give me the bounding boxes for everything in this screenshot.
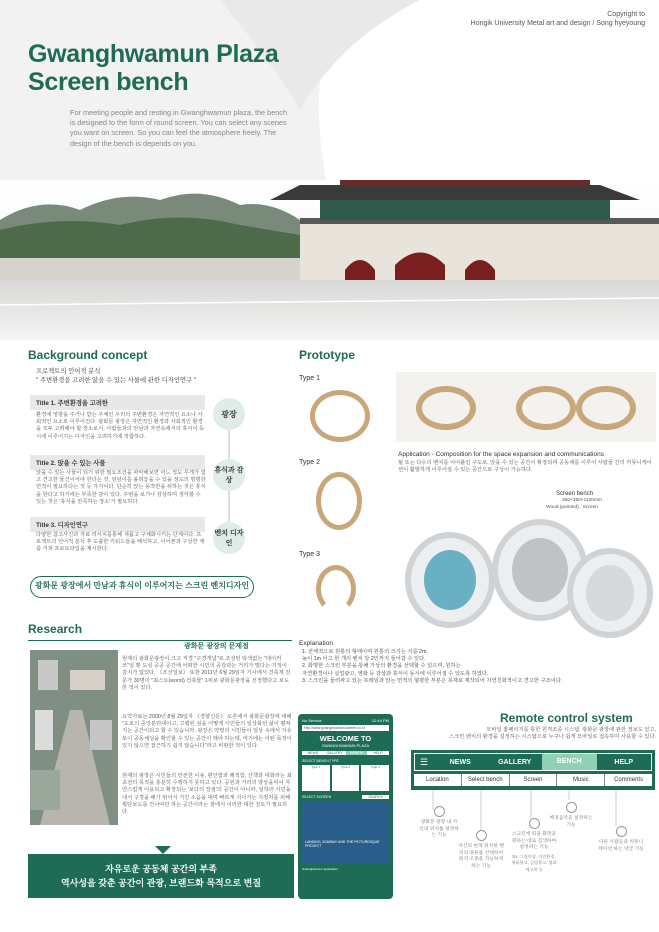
prototype-heading: Prototype: [299, 348, 356, 362]
menu-icon[interactable]: ☰: [419, 756, 429, 767]
type3-label: Type 3: [299, 551, 321, 558]
remote-subnav: [414, 774, 652, 786]
explanation-item: 1. 전체적으로 원통의 형태이며 원통의 크기는 지름 2m,: [302, 649, 428, 655]
research-subheading: 광화문 광장의 문제점: [184, 643, 249, 650]
subnav-screen[interactable]: Screen: [510, 774, 558, 786]
remote-tab-bar: [414, 753, 652, 771]
remote-tab-gallery[interactable]: GALLERY: [498, 758, 532, 766]
phone-welcome-line2: GWANGHWAMUN PLAZA: [321, 743, 370, 748]
feature-comments-text: 다른 사람들과 커뮤니케이션 하는 댓글 기능: [598, 840, 644, 852]
title3-body: 다양한 참고사진과 자료 리서치를통해 새롭고 구체화시키는 단계이다. 프로젝트의 언어적 분석 후 도출한 키워드들을 해석하고, 이어폰과 구상한 계를 거쳐 프로토타입을 제시한다.: [36, 532, 205, 553]
phone-tab-help[interactable]: HELP: [373, 751, 383, 755]
hero-photo-gwanghwamun: [0, 180, 659, 340]
phone-screen-label: SELECT SCREEN: [302, 795, 332, 799]
explanation-item: 자연환경이나 실업광고, 영화 등 감상과 휴식이 동시에 이루어질 수 있도록 하였다.: [302, 670, 489, 677]
background-slogan: 광화문 광장에서 만남과 휴식이 이루어지는 스크린 벤치디자인: [30, 576, 254, 598]
phone-status-bar: [302, 718, 389, 723]
screen-icon: [529, 818, 540, 829]
phone-type-row: [302, 765, 389, 791]
intro-text: For meeting people and resting in Gwanghwamun plaza, the bench is designed to the form of round screen. You can select any scenes you want on screen. So you can feel the atmosphere freely. The design of the bench is depends on you.: [70, 108, 288, 148]
phone-type-card[interactable]: Type 3: [361, 765, 389, 791]
type2-bench-render: [316, 472, 362, 530]
feature-screen-text: 스크린에 띄울 화면을 원하는 대로 검색하여 설정하는 기능: [511, 832, 557, 850]
research-banner: [28, 854, 294, 898]
title-line1: Gwanghwamun Plaza: [28, 40, 279, 68]
screen-dims: 350×350×1100mm: [562, 498, 602, 503]
feature-select-bench: [458, 830, 504, 870]
phone-search-button[interactable]: SEARCH: [362, 795, 389, 799]
header-swoosh: [0, 0, 659, 200]
page-title: [28, 40, 279, 96]
research-aerial-photo: [30, 650, 118, 825]
research-rule: [28, 640, 292, 641]
research-para3: 현재의 광장은 시민들의 안전한 이용, 편안함과 쾌적함, 산책과 대화라는 최초전의 목적을 충분히 수행하지 못하고 있다. 공원과 거리의 양상을띠어 자연스럽게 이용되고 확장되는 '보다의 장점'의 공간이 아니라, 일하러 시민을 내서 구경을 해가 튀어서 거친 소음을 대며 빠르게 지나가는 지정처를 피해 횡단보도를 건너야만 하는 공간이라는 점에서 이러한 대한 검토가 필요하다.: [122, 773, 292, 816]
phone-mockup: [298, 714, 393, 899]
title1-body: 환경에 영향을 주거나 받는 주체인 우리의 주변환경은 자연적인 요소나 사회적인 요소로 이루어진다. 광화문 광장은 자연적인 환경과 사회적인 환경을 모두 고려해야 할 장소로서, 사람들과의 만남과 자연속에서의 휴식이 동시에 이루어지는 디자인을 고려하기에 적합하다.: [36, 412, 205, 440]
feature-comments: [598, 826, 644, 853]
title2-body: 앉을 수 있는 사물이 되기 위한 필요조건을 파악해보면 어느 정도 무게가 없고 견고한 물건이어야 한다는 것, 엉덩이를 올려놓을 수 있을 정도의 평평한 면적이 필요하다는 것 등 가지이다. 단순히 앉는 동작만을 위하는 것은 휴식을 한다고 하기에는 부족한 감이 있다. 주변을 보거나 감상하며 생각할 수 있는 것은 '휴식을 만족하는 장소'가 필요하다.: [36, 470, 206, 505]
explanation-item: 3. 스크린을 둘러싸고 있는 프레임과 앉는 면적의 형평한 부분은 목재로 제작되어 자연친화적이고 견고한 구조이다.: [302, 677, 563, 684]
application-body: 될 또는 다수의 벤치를 이어붙인 구도로, 앉을 수 있는 공간이 확장되며 공동체를 이루어 사람들 간의 커뮤니케이션이 활발하게 이루어질 수 있는 공간으로 구성이 가능하다.: [398, 460, 652, 474]
phone-status-left: No Service: [302, 718, 322, 723]
remote-tab-help[interactable]: HELP: [614, 758, 634, 766]
feature-music: [548, 802, 594, 829]
feature-location-text: 광화문 광장 내 자신의 위치를 설정하는 기능: [419, 820, 459, 838]
circle-bench: 벤치 디자인: [213, 522, 245, 554]
circle-plaza: 광장: [213, 398, 245, 430]
phone-status-time: 12:44 PM: [371, 718, 389, 723]
screen-label: Screen bench: [556, 491, 594, 497]
remote-nav: [411, 750, 655, 790]
background-heading: Background concept: [28, 348, 148, 362]
background-note1: 프로젝트의 언어적 분석: [36, 368, 101, 375]
feature-location: [419, 806, 459, 840]
research-para1: 현재의 광화문광장이 크고 직경 "구경개념"로 조성된 탁색없는 "테이커쓰"일 뿐 도심 공공 공간에 어떠한 시민의 공감과는 거리가 멀다는 지적이 감지가 없었다. 《조선일보》 또한 2011년 6월 29일자 기사에서 건축계 전문가 30명이 "최스토(worst) 건축물" 1위로 광화문광장을 선정했다고 보도한 적이 있다.: [122, 656, 291, 691]
feature-screen-note: Ex. 그림이점, 자연환경, 영화광고, 실업광고, 영화 예고편 등: [511, 853, 557, 872]
type1-bench-render: [310, 390, 370, 442]
banner-arrow-icon: [155, 846, 171, 854]
music-icon: [566, 802, 577, 813]
research-para2: 요약자료는 2000년 8월 29일자 《경향신문》 토론에서 광화문광장에 대해 "도로의 중앙분리대이고, 고립된 섬을 어떻게 시민들의 일상화된 삶이 펼쳐지는 공간이되고 할 수 있습니까. 광장은 약령의 시민들이 일상 속에서 자유로이 공동체성을 확인할 수 있는 공간이 돼야 하는데, 여기에는 어떤 목적이 있지 않으면 접근하기 쉽지 않습니다"라고 비판한 적이 있다.: [122, 714, 292, 749]
subnav-select-bench[interactable]: Select bench: [462, 774, 510, 786]
background-note2: " 주변환경을 고려한 앉을 수 있는 사물에 관한 디자인연구 ": [36, 377, 197, 384]
remote-heading: Remote control system: [500, 711, 633, 725]
phone-screen-row: [302, 795, 389, 799]
application-title: Application - Composition for the space expansion and communications: [398, 451, 604, 458]
copyright-line2: Hongik University Metal art and design / Song hyeyoung: [470, 20, 645, 27]
phone-welcome: [302, 734, 389, 748]
phone-footer: Gwanghwamun application: [302, 867, 339, 871]
screen-bench-render: [390, 515, 655, 640]
type3-bench-render: [316, 565, 356, 613]
phone-welcome-line1: WELCOME TO: [319, 734, 372, 743]
phone-screen-image[interactable]: LANDING, BOMBAY AND THE PICTURESQUE PROJECT: [302, 802, 389, 864]
phone-type-card[interactable]: Type 2: [332, 765, 360, 791]
research-heading: Research: [28, 622, 83, 636]
subnav-location[interactable]: Location: [414, 774, 462, 786]
explanation-item: 2. 화명한 스크린 부분을 통해 가상의 환경을 선택할 수 있으며, 원하는: [302, 663, 461, 670]
remote-desc: [408, 727, 656, 741]
phone-tab-bench[interactable]: BENCH: [346, 751, 368, 755]
banner-line1: 자유로운 공동체 공간의 부족: [105, 864, 217, 874]
title2-bar: Title 2. 앉을 수 있는 사물: [30, 455, 205, 470]
phone-tab-gallery[interactable]: GALLERY: [326, 751, 343, 755]
remote-tab-bench[interactable]: BENCH: [542, 754, 597, 770]
feature-music-text: 배경음악을 설정하는 기능: [549, 816, 593, 828]
explanation-heading: Explanation: [299, 640, 333, 647]
phone-url-bar[interactable]: http://www.gwanghwamun-screen.co.kr: [302, 725, 389, 731]
circle-rest: 휴식과 감상: [213, 459, 245, 491]
banner-line2: 역사성을 갖춘 공간이 관광, 브랜드화 목적으로 변질: [60, 878, 262, 888]
explanation-item: 높이 1m 이고 한 개의 벤치 당 2인까지 들어갈 수 있다.: [302, 656, 426, 663]
title-line2: Screen bench: [28, 68, 189, 96]
subnav-comments[interactable]: Comments: [614, 777, 644, 783]
phone-type-card[interactable]: Type 1: [302, 765, 330, 791]
phone-select-label: SELECT BENCH TYPE: [302, 759, 339, 763]
type1-label: Type 1: [299, 375, 321, 382]
application-photo: [396, 372, 656, 442]
phone-tab-news[interactable]: NEWS: [307, 751, 319, 755]
screen-material: Wood (painted) , Screen: [546, 505, 598, 510]
type2-label: Type 2: [299, 459, 321, 466]
title3-bar: Title 3. 디자인연구: [30, 517, 205, 532]
feature-select-bench-text: 자신의 현재 위치한 벤치의 종류를 선택하여 원격 조종을 가능하게 하는 기능: [458, 844, 504, 869]
remote-tab-news[interactable]: NEWS: [449, 758, 471, 766]
title1-bar: Title 1. 주변환경을 고려한: [30, 395, 205, 410]
location-pin-icon: [434, 806, 445, 817]
copyright-line1: Copyright to: [607, 11, 645, 18]
remote-desc1: 모바일 홈페이지를 통한 원격조종 시스템. 광화문 광장에 관한 정보도 얻고,: [486, 727, 656, 733]
comment-icon: [616, 826, 627, 837]
subnav-music[interactable]: Music: [557, 774, 605, 786]
explanation-list: [302, 649, 642, 685]
bench-icon: [476, 830, 487, 841]
phone-tabs: [302, 751, 389, 755]
remote-desc2: 스크린 벤치의 환경을 설정하는 시스템으로 누구나 쉽게 모바일로 접속하여 사용할 수 있다.: [449, 734, 656, 741]
